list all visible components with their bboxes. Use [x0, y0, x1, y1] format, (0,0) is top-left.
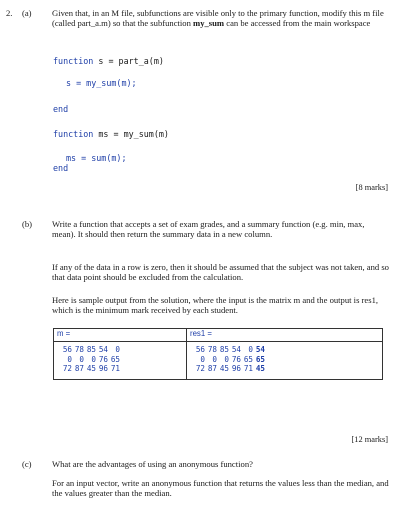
- matrix-res-value: 78: [207, 345, 217, 354]
- part-c-label: (c): [22, 459, 32, 469]
- matrix-res-row: [193, 364, 382, 374]
- matrix-res-value: 0: [212, 354, 217, 364]
- matrix-m-body: [54, 342, 187, 380]
- part-b-marks: [12 marks]: [351, 435, 388, 444]
- matrix-m-cell: [54, 329, 187, 342]
- matrix-m-value: 85: [86, 345, 96, 354]
- part-b-para-2: If any of the data in a row is zero, then it should be assumed that the subject was not taken, and so that data point should be excluded from the calculation.: [52, 262, 389, 283]
- matrix-res-body: [187, 342, 383, 380]
- part-a-text-tail: can be accessed from the main workspace: [226, 18, 371, 29]
- matrix-m-value: 78: [74, 345, 84, 354]
- code-line-3: end: [53, 104, 69, 114]
- matrix-res-value: 71: [243, 364, 253, 374]
- matrix-m-header: m =: [57, 329, 71, 338]
- matrix-m-value: 0: [91, 354, 96, 364]
- code-line-6: end: [53, 163, 69, 173]
- matrix-res-values: [187, 342, 382, 379]
- matrix-m-value: 54: [98, 345, 108, 354]
- code-keyword: function: [53, 56, 94, 66]
- matrix-res-value: 76: [231, 354, 241, 364]
- matrix-m-value: 87: [74, 364, 84, 374]
- code-line-4: [53, 129, 169, 139]
- matrix-res-value: 54: [231, 345, 241, 354]
- part-c-question-1: What are the advantages of using an anonymous function?: [52, 459, 253, 469]
- matrix-m-value: 0: [79, 354, 84, 364]
- matrix-m-value: 45: [86, 364, 96, 374]
- part-a-label: (a): [22, 8, 32, 18]
- part-a-text-main: Given that, in an M file, subfunctions are visible only to the primary function, modify this m file (called part_a.m) so that the subfunction: [52, 8, 384, 29]
- matrix-res-value: 45: [219, 364, 229, 374]
- matrix-res-value: 85: [219, 345, 229, 354]
- matrix-res-row: [193, 345, 382, 355]
- matrix-m-value: 0: [115, 345, 120, 354]
- part-b-para-3: Here is sample output from the solution, where the input is the matrix m and the output is res1, which is the minimum mark received by each student.: [52, 295, 379, 316]
- matrix-m-values: [54, 342, 186, 379]
- matrix-res-value: 0: [224, 354, 229, 364]
- matrix-res-value: 0: [200, 354, 205, 364]
- matrix-m-value: 71: [110, 364, 120, 374]
- sample-output-table: [53, 328, 383, 380]
- matrix-res-value: 72: [195, 364, 205, 374]
- part-b-label: (b): [22, 219, 33, 229]
- matrix-res-result-value: 54: [255, 345, 265, 354]
- matrix-res-row: [193, 355, 382, 365]
- matrix-res-value: 87: [207, 364, 217, 374]
- matrix-m-row: [60, 355, 186, 365]
- matrix-m-value: 72: [62, 364, 72, 374]
- matrix-m-value: 96: [98, 364, 108, 374]
- matrix-m-row: [60, 345, 186, 355]
- code-line-2: s = my_sum(m);: [66, 78, 137, 88]
- matrix-m-value: 65: [110, 354, 120, 364]
- matrix-m-value: 76: [98, 354, 108, 364]
- matrix-res-value: 96: [231, 364, 241, 374]
- matrix-res-value: 0: [248, 345, 253, 354]
- matrix-res-header: res1 =: [190, 329, 212, 338]
- matrix-res-cell: [187, 329, 383, 342]
- matrix-m-value: 56: [62, 345, 72, 354]
- code-line-1: [53, 56, 164, 66]
- code-line-5: ms = sum(m);: [66, 153, 127, 163]
- matrix-m-value: 0: [67, 354, 72, 364]
- code-text: ms = my_sum(m): [93, 129, 169, 139]
- part-a-marks: [8 marks]: [355, 183, 388, 192]
- part-a-func-name: my_sum: [193, 18, 225, 29]
- matrix-res-value: 65: [243, 354, 253, 364]
- matrix-res-result-value: 65: [255, 354, 265, 364]
- matrix-res-value: 56: [195, 345, 205, 354]
- code-keyword: function: [53, 129, 94, 139]
- matrix-m-row: [60, 364, 186, 374]
- code-text: s = part_a(m): [93, 56, 164, 66]
- matrix-res-result-value: 45: [255, 364, 265, 374]
- part-b-para-1: Write a function that accepts a set of exam grades, and a summary function (e.g. min, max, mean). It should then return the summary data in a new column.: [52, 219, 365, 240]
- part-c-question-2: For an input vector, write an anonymous function that returns the values less than the median, and the values greater than the median.: [52, 478, 389, 499]
- question-number: 2.: [6, 8, 13, 18]
- part-a-text: [52, 8, 390, 29]
